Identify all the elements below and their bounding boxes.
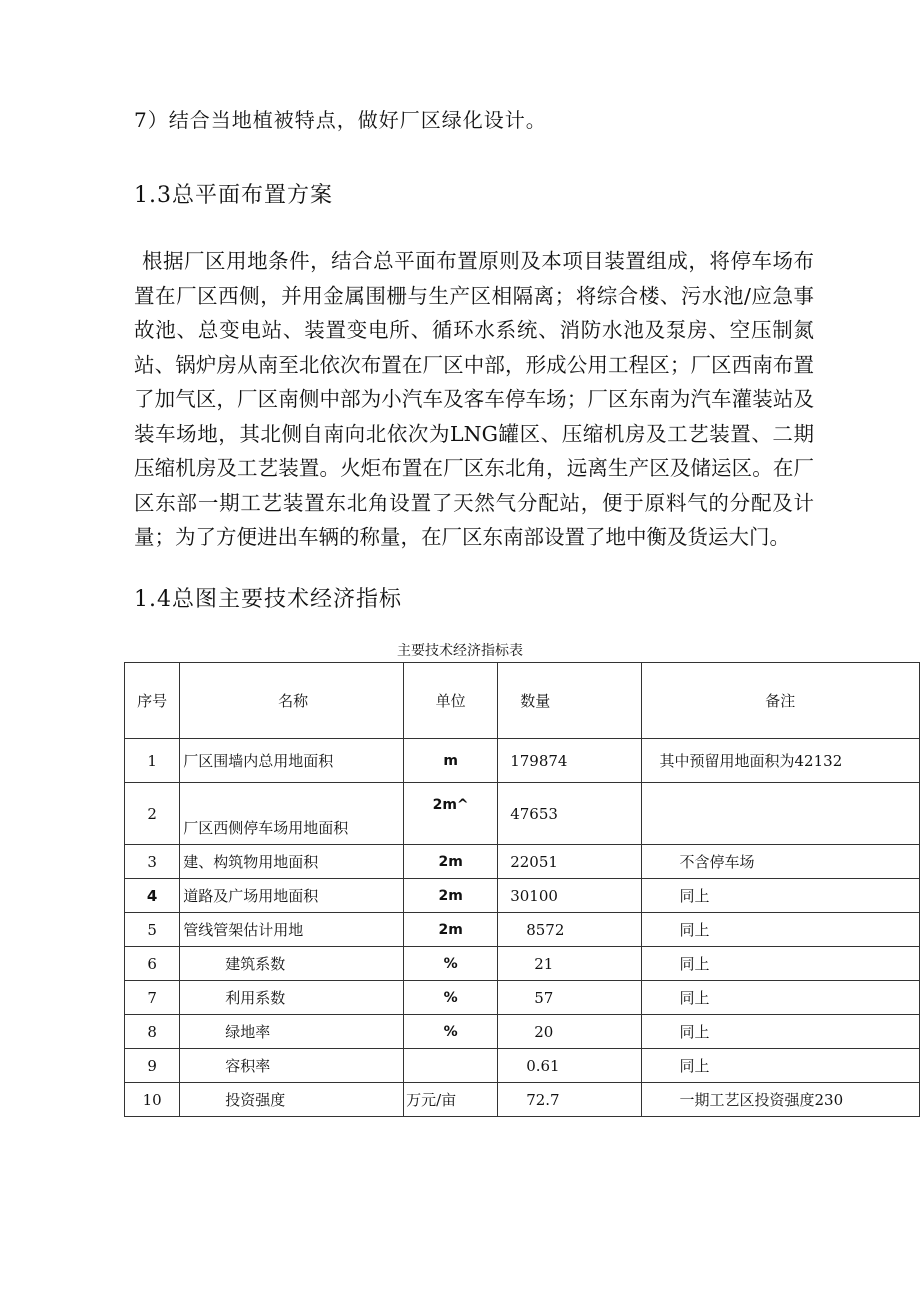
table-row	[125, 1049, 920, 1083]
row-no: 7	[125, 981, 180, 1015]
layout-paragraph	[134, 244, 814, 555]
row-note: 不含停车场	[641, 845, 919, 879]
row-unit: %	[404, 1015, 498, 1049]
row-name: 管线管架估计用地	[180, 913, 404, 947]
row-no: 8	[125, 1015, 180, 1049]
row-qty: 30100	[498, 879, 641, 913]
row-note: 同上	[641, 981, 919, 1015]
row-no: 9	[125, 1049, 180, 1083]
table-row	[125, 1083, 920, 1117]
row-no: 4	[125, 879, 180, 913]
row-note: 同上	[641, 947, 919, 981]
row-name: 建、构筑物用地面积	[180, 845, 404, 879]
section-heading-1-3: 1.3总平面布置方案	[134, 183, 333, 208]
header-name: 名称	[180, 663, 404, 739]
row-qty: 179874	[498, 739, 641, 783]
row-name: 道路及广场用地面积	[180, 879, 404, 913]
table-row	[125, 1015, 920, 1049]
section-heading-1-4: 1.4总图主要技术经济指标	[134, 587, 402, 612]
row-note: 其中预留用地面积为42132	[641, 739, 919, 783]
row-unit: 2m	[404, 913, 498, 947]
row-qty: 22051	[498, 845, 641, 879]
header-note: 备注	[641, 663, 919, 739]
row-name: 容积率	[180, 1049, 404, 1083]
row-note: 同上	[641, 1049, 919, 1083]
table-row	[125, 783, 920, 845]
row-qty: 8572	[498, 913, 641, 947]
row-note: 同上	[641, 1015, 919, 1049]
row-qty: 0.61	[498, 1049, 641, 1083]
row-note: 同上	[641, 879, 919, 913]
table-row	[125, 981, 920, 1015]
row-no: 10	[125, 1083, 180, 1117]
row-no: 6	[125, 947, 180, 981]
row-unit: %	[404, 981, 498, 1015]
row-note: 同上	[641, 913, 919, 947]
table-caption: 主要技术经济指标表	[397, 643, 523, 659]
row-unit: 万元/亩	[404, 1083, 498, 1117]
row-no: 3	[125, 845, 180, 879]
row-qty: 57	[498, 981, 641, 1015]
row-unit: 2m	[404, 845, 498, 879]
indicators-table	[124, 662, 920, 1117]
row-qty: 20	[498, 1015, 641, 1049]
table-row	[125, 879, 920, 913]
row-unit: %	[404, 947, 498, 981]
row-note	[641, 783, 919, 845]
table-row	[125, 739, 920, 783]
header-no: 序号	[125, 663, 180, 739]
row-unit: 2m	[404, 879, 498, 913]
row-name: 绿地率	[180, 1015, 404, 1049]
row-note: 一期工艺区投资强度230	[641, 1083, 919, 1117]
row-unit	[404, 1049, 498, 1083]
row-unit: 2m^	[404, 783, 498, 845]
table-row	[125, 845, 920, 879]
row-no: 2	[125, 783, 180, 845]
row-unit: m	[404, 739, 498, 783]
header-unit: 单位	[404, 663, 498, 739]
row-name: 厂区西侧停车场用地面积	[180, 783, 404, 845]
paragraph-text: 根据厂区用地条件，结合总平面布置原则及本项目装置组成，将停车场布置在厂区西侧，并用金属围栅与生产区相隔离；将综合楼、污水池/应急事故池、总变电站、装置变电所、循环水系统、消防水池及泵房、空压制氮站、锅炉房从南至北依次布置在厂区中部，形成公用工程区；厂区西南布置了加气区，厂区南侧中部为小汽车及客车停车场；厂区东南为汽车灌装站及装车场地，其北侧自南向北依次为LNG罐区、压缩机房及工艺装置、二期压缩机房及工艺装置。火炬布置在厂区东北角，远离生产区及储运区。在厂区东部一期工艺装置东北角设置了天然气分配站，便于原料气的分配及计量；为了方便进出车辆的称量，在厂区东南部设置了地中衡及货运大门。	[134, 249, 814, 549]
row-no: 1	[125, 739, 180, 783]
row-qty: 72.7	[498, 1083, 641, 1117]
row-qty: 47653	[498, 783, 641, 845]
row-name: 利用系数	[180, 981, 404, 1015]
row-qty: 21	[498, 947, 641, 981]
row-name: 投资强度	[180, 1083, 404, 1117]
table-header-row	[125, 663, 920, 739]
table-row	[125, 913, 920, 947]
row-no: 5	[125, 913, 180, 947]
table-row	[125, 947, 920, 981]
header-qty: 数量	[498, 663, 641, 739]
list-item-7: 7）结合当地植被特点，做好厂区绿化设计。	[134, 108, 547, 132]
row-name: 厂区围墙内总用地面积	[180, 739, 404, 783]
row-name: 建筑系数	[180, 947, 404, 981]
